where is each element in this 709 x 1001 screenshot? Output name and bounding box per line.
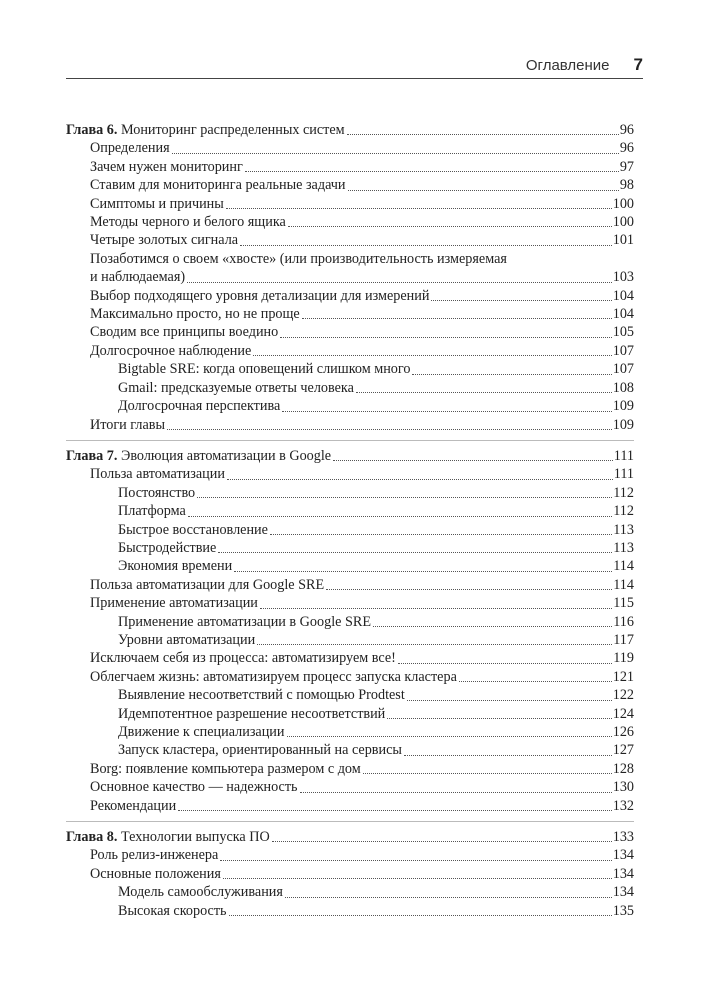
toc-entry[interactable] (66, 268, 634, 286)
entry-title: Экономия времени (118, 558, 233, 575)
entry-page: 133 (612, 829, 634, 846)
toc-entry[interactable] (66, 778, 634, 796)
entry-title: Применение автоматизации (90, 595, 258, 612)
toc-entry[interactable] (66, 465, 634, 483)
entry-page: 104 (612, 306, 634, 323)
dot-leader (407, 700, 612, 701)
dot-leader (253, 355, 611, 356)
entry-title: Зачем нужен мониторинг (90, 158, 243, 175)
entry-title: Методы черного и белого ящика (90, 214, 286, 231)
entry-page: 113 (613, 521, 634, 538)
dot-leader (187, 282, 612, 283)
entry-page: 115 (613, 595, 634, 612)
toc-entry[interactable] (66, 686, 634, 704)
dot-leader (326, 589, 612, 590)
toc-entry[interactable] (66, 649, 634, 667)
entry-title: Польза автоматизации для Google SRE (90, 576, 325, 593)
dot-leader (333, 460, 613, 461)
toc-entry[interactable] (66, 158, 634, 176)
dot-leader (167, 429, 612, 430)
running-header (66, 52, 643, 79)
chapter-section (66, 828, 634, 926)
entry-page: 109 (612, 398, 634, 415)
toc-entry[interactable] (66, 741, 634, 759)
dot-leader (229, 915, 612, 916)
dot-leader (373, 626, 612, 627)
chapter-section (66, 121, 634, 441)
entry-title: Платформа (118, 503, 186, 520)
toc-entry[interactable] (66, 502, 634, 520)
dot-leader (188, 516, 612, 517)
dot-leader (245, 171, 619, 172)
toc-chapter-entry[interactable] (66, 447, 634, 465)
entry-title: Выявление несоответствий с помощью Prodtest (118, 687, 405, 704)
entry-page: 116 (613, 613, 634, 630)
entry-page: 134 (612, 847, 634, 864)
entry-title: Ставим для мониторинга реальные задачи (90, 177, 346, 194)
toc-entry[interactable] (66, 557, 634, 575)
dot-leader (218, 552, 612, 553)
chapter-title: Технологии выпуска ПО (120, 829, 270, 846)
dot-leader (387, 718, 611, 719)
chapter-label: Глава 6. (66, 122, 118, 138)
entry-title: Gmail: предсказуемые ответы человека (118, 379, 354, 396)
entry-title: Четыре золотых сигнала (90, 232, 239, 249)
entry-page: 111 (613, 447, 634, 464)
entry-page: 119 (613, 650, 634, 667)
toc-entry[interactable] (66, 213, 634, 231)
entry-title: Облегчаем жизнь: автоматизируем процесс запуска кластера (90, 668, 457, 685)
dot-leader (282, 411, 611, 412)
dot-leader (272, 841, 612, 842)
toc-entry[interactable] (66, 416, 634, 434)
toc-entry[interactable] (66, 397, 634, 415)
toc-entry[interactable] (66, 195, 634, 213)
toc-entry[interactable] (66, 865, 634, 883)
entry-title: Определения (90, 140, 170, 157)
dot-leader (412, 374, 611, 375)
entry-page: 100 (612, 195, 634, 212)
entry-page: 96 (619, 122, 634, 138)
entry-page: 109 (612, 416, 634, 433)
dot-leader (234, 571, 612, 572)
entry-title: Постоянство (118, 484, 196, 501)
entry-page: 130 (612, 779, 634, 796)
dot-leader (226, 208, 612, 209)
toc-entry[interactable] (66, 139, 634, 157)
toc-entry[interactable] (66, 539, 634, 557)
chapter-label: Глава 8. (66, 829, 118, 846)
toc-entry[interactable] (66, 576, 634, 594)
toc-entry[interactable] (66, 883, 634, 901)
toc-chapter-entry[interactable] (66, 828, 634, 846)
entry-title: Идемпотентное разрешение несоответствий (118, 705, 386, 722)
dot-leader (285, 897, 612, 898)
dot-leader (270, 534, 612, 535)
dot-leader (172, 153, 619, 154)
entry-title: Быстродействие (118, 539, 217, 556)
entry-title: Высокая скорость (118, 902, 227, 919)
dot-leader (260, 608, 612, 609)
toc-entry[interactable] (66, 902, 634, 920)
entry-page: 111 (613, 466, 634, 483)
dot-leader (257, 644, 612, 645)
entry-title: Основное качество — надежность (90, 779, 298, 796)
entry-title: Долгосрочная перспектива (118, 398, 281, 415)
toc-entry[interactable] (66, 305, 634, 323)
entry-page: 101 (612, 232, 634, 249)
entry-page: 107 (612, 361, 634, 378)
toc-entry[interactable] (66, 797, 634, 815)
entry-page: 114 (613, 558, 634, 575)
entry-title: Движение к специализации (118, 724, 285, 740)
dot-leader (459, 681, 612, 682)
toc-entry[interactable] (66, 287, 634, 305)
entry-title-line1[interactable]: Позаботимся о своем «хвосте» (или производительность измеряемая (90, 250, 507, 267)
entry-page: 97 (619, 158, 634, 175)
entry-title (66, 447, 331, 465)
entry-page: 135 (612, 902, 634, 919)
dot-leader (178, 810, 612, 811)
toc-entry[interactable] (66, 723, 634, 741)
entry-title: Исключаем себя из процесса: автоматизируем все! (90, 650, 396, 667)
toc-chapter-entry[interactable] (66, 121, 634, 139)
dot-leader (398, 663, 612, 664)
entry-title: Рекомендации (90, 797, 177, 814)
entry-page: 114 (613, 576, 634, 593)
entry-page: 134 (612, 865, 634, 882)
entry-page: 100 (612, 214, 634, 231)
entry-title: Долгосрочное наблюдение (90, 342, 252, 359)
entry-title: Быстрое восстановление (118, 521, 268, 538)
toc-entry[interactable] (66, 594, 634, 612)
entry-page: 105 (612, 324, 634, 341)
page-number: 7 (633, 55, 643, 74)
toc-entry[interactable] (66, 379, 634, 397)
dot-leader (220, 860, 611, 861)
entry-title: Модель самообслуживания (118, 884, 283, 901)
entry-page: 121 (612, 668, 634, 685)
toc-entry[interactable] (66, 360, 634, 378)
toc-entry[interactable] (66, 231, 634, 249)
dot-leader (302, 318, 612, 319)
entry-page: 98 (619, 177, 634, 194)
entry-title (66, 121, 345, 139)
entry-page: 134 (612, 884, 634, 901)
entry-title: Bigtable SRE: когда оповещений слишком много (118, 361, 411, 378)
table-of-contents (66, 121, 634, 932)
entry-page: 103 (612, 269, 634, 286)
entry-title: Симптомы и причины (90, 195, 224, 212)
entry-page: 112 (613, 503, 634, 520)
entry-page: 117 (613, 631, 634, 648)
entry-title (66, 828, 270, 846)
toc-entry[interactable] (66, 521, 634, 539)
toc-entry[interactable] (66, 846, 634, 864)
dot-leader (348, 190, 619, 191)
toc-entry[interactable] (66, 613, 634, 631)
dot-leader (280, 337, 611, 338)
entry-title: Применение автоматизации в Google SRE (118, 613, 372, 630)
toc-entry[interactable] (66, 484, 634, 502)
dot-leader (223, 878, 612, 879)
toc-entry[interactable] (66, 631, 634, 649)
entry-page: 122 (612, 687, 634, 704)
entry-page: 124 (612, 705, 634, 722)
entry-title: Запуск кластера, ориентированный на сервисы (118, 742, 402, 759)
dot-leader (227, 479, 613, 480)
dot-leader (300, 792, 612, 793)
chapter-section (66, 447, 634, 822)
entry-title: Выбор подходящего уровня детализации для измерений (90, 287, 430, 304)
toc-entry[interactable] (66, 342, 634, 360)
entry-title: Сводим все принципы воедино (90, 324, 279, 341)
dot-leader (347, 134, 619, 135)
entry-title: Максимально просто, но не проще (90, 306, 300, 323)
toc-entry[interactable] (66, 760, 634, 778)
toc-entry[interactable] (66, 668, 634, 686)
entry-page: 112 (613, 484, 634, 501)
entry-page: 113 (613, 539, 634, 556)
toc-entry[interactable] (66, 705, 634, 723)
entry-page: 126 (612, 724, 634, 740)
toc-entry[interactable] (66, 176, 634, 194)
dot-leader (240, 245, 612, 246)
chapter-title: Эволюция автоматизации в Google (120, 447, 332, 464)
entry-title: Итоги главы (90, 416, 166, 433)
entry-title-line2: и наблюдаемая) (90, 269, 186, 286)
entry-title: Borg: появление компьютера размером с дом (90, 760, 361, 777)
dot-leader (404, 755, 612, 756)
chapter-label: Глава 7. (66, 447, 118, 464)
entry-page: 108 (612, 379, 634, 396)
entry-page: 107 (612, 342, 634, 359)
dot-leader (288, 226, 612, 227)
toc-entry[interactable] (66, 323, 634, 341)
entry-page: 96 (619, 140, 634, 157)
entry-title: Уровни автоматизации (118, 631, 256, 648)
entry-page: 128 (612, 760, 634, 777)
entry-page: 132 (612, 797, 634, 814)
dot-leader (363, 773, 612, 774)
dot-leader (431, 300, 611, 301)
entry-title: Роль релиз-инженера (90, 847, 219, 864)
dot-leader (197, 497, 612, 498)
running-header-title: Оглавление (525, 56, 610, 74)
dot-leader (287, 736, 612, 737)
dot-leader (356, 392, 612, 393)
entry-page: 127 (612, 742, 634, 759)
entry-page: 104 (612, 287, 634, 304)
entry-title: Польза автоматизации (90, 466, 225, 483)
chapter-title: Мониторинг распределенных систем (120, 122, 345, 138)
entry-title: Основные положения (90, 865, 221, 882)
